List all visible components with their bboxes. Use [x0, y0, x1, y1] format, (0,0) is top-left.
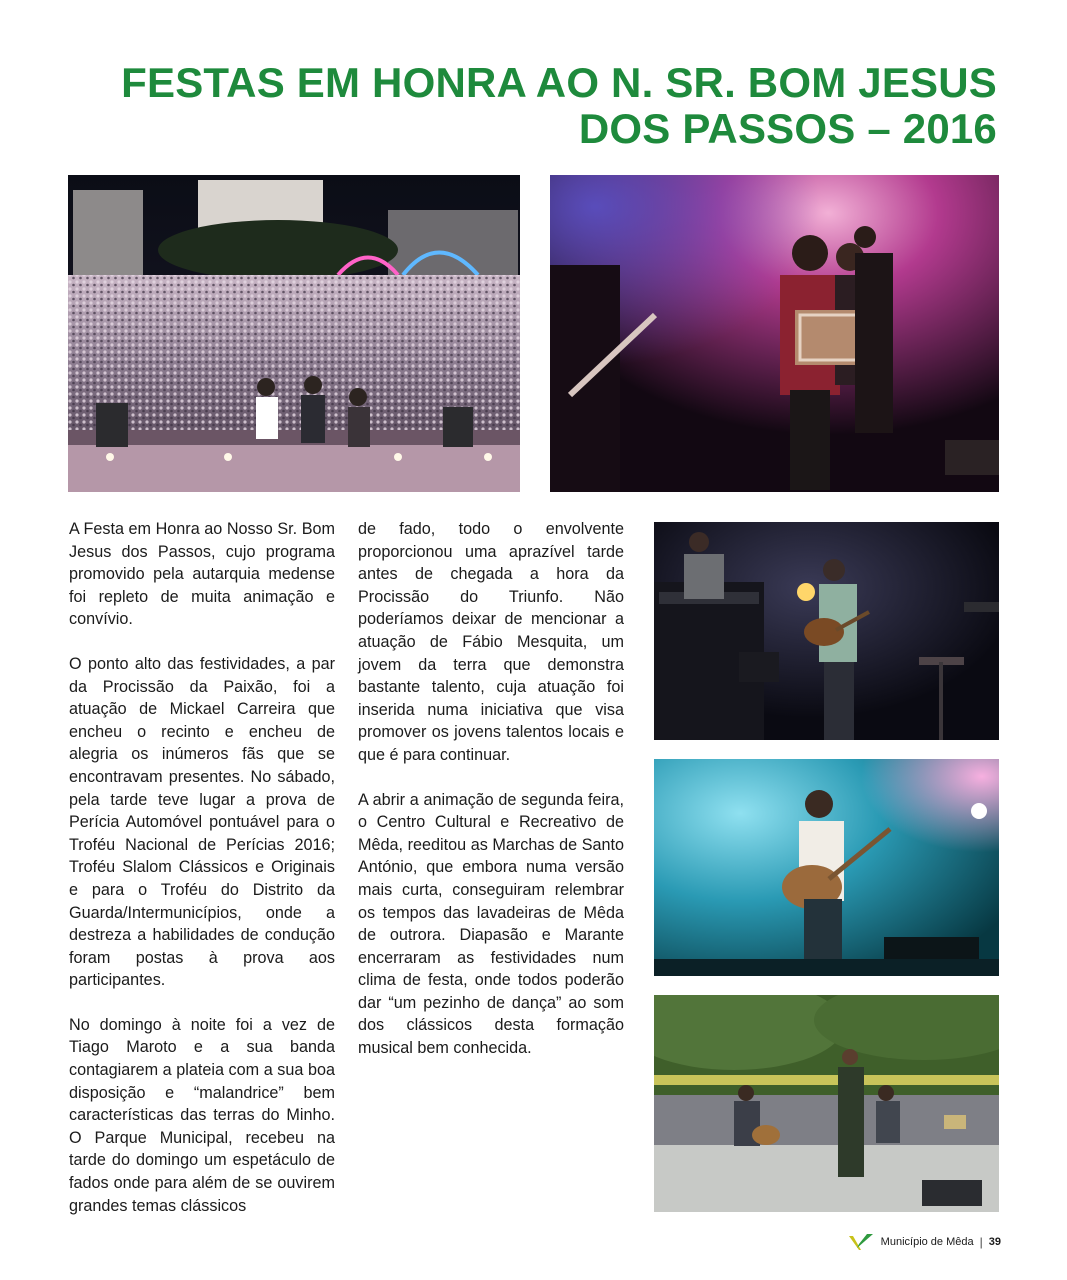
page-number: 39 — [988, 1236, 1001, 1248]
paragraph: A Festa em Honra ao Nosso Sr. Bom Jesus dos Passos, cujo programa promovido pela autarquia medense foi repleto de muita animação e convívio. — [69, 520, 335, 629]
paragraph: No domingo à noite foi a vez de Tiago Maroto e a sua banda contagiarem a plateia com a sua boa disposição e “malandrice” bem características das terras do Minho. O Parque Municipal, recebeu na tarde do domingo um espetáculo de fados onde para além de se ouvirem grandes temas clássicos — [69, 1015, 335, 1215]
municipality-logo-icon — [847, 1232, 875, 1252]
footer-separator: | — [979, 1235, 983, 1249]
photo-outdoor-fado — [654, 995, 999, 1212]
text-column-middle — [358, 518, 624, 1060]
title-line-1: FESTAS EM HONRA AO N. SR. BOM JESUS — [121, 59, 997, 106]
page-title — [97, 60, 997, 152]
page-footer — [847, 1232, 1001, 1252]
publication-name: Município de Mêda — [880, 1236, 974, 1248]
photo-crowd-concert — [68, 175, 520, 492]
text-column-left — [69, 518, 335, 1217]
paragraph: de fado, todo o envolvente proporcionou uma aprazível tarde antes de chegada a hora da Procissão do Triunfo. Não poderíamos deixar de mencionar a atuação de Fábio Mesquita, um jovem da terra que demonstra bastante talento, cuja atuação foi inserida numa iniciativa que visa promover os jovens talentos locais e que é para continuar. — [358, 520, 624, 764]
title-line-2: DOS PASSOS – 2016 — [578, 105, 997, 152]
photo-guitarist-dark-stage — [654, 522, 999, 740]
paragraph: A abrir a animação de segunda feira, o Centro Cultural e Recreativo de Mêda, reeditou as Marchas de Santo António, que embora numa versão mais curta, conseguiram relembrar os tempos das lavadeiras de Mêda de outrora. Diapasão e Marante encerraram as festividades num clima de festa, onde todos poderão dar “um pezinho de dança” ao som dos clássicos desta formação musical bem conhecida. — [358, 790, 624, 1058]
photo-guitarist-cyan-light — [654, 759, 999, 976]
photo-accordion-performance — [550, 175, 999, 492]
paragraph: O ponto alto das festividades, a par da Procissão da Paixão, foi a atuação de Mickael Carreira que encheu o recinto e encheu de alegria os inúmeros fãs que se encontravam presentes. No sábado, pela tarde teve lugar a prova de Perícia Automóvel pontuável para o Troféu Nacional de Perícias 2016; Troféu Slalom Clássicos e Originais e para o Troféu do Distrito da Guarda/Intermunicípios, onde a destreza a habilidades de condução foram postas à prova aos participantes. — [69, 654, 335, 990]
